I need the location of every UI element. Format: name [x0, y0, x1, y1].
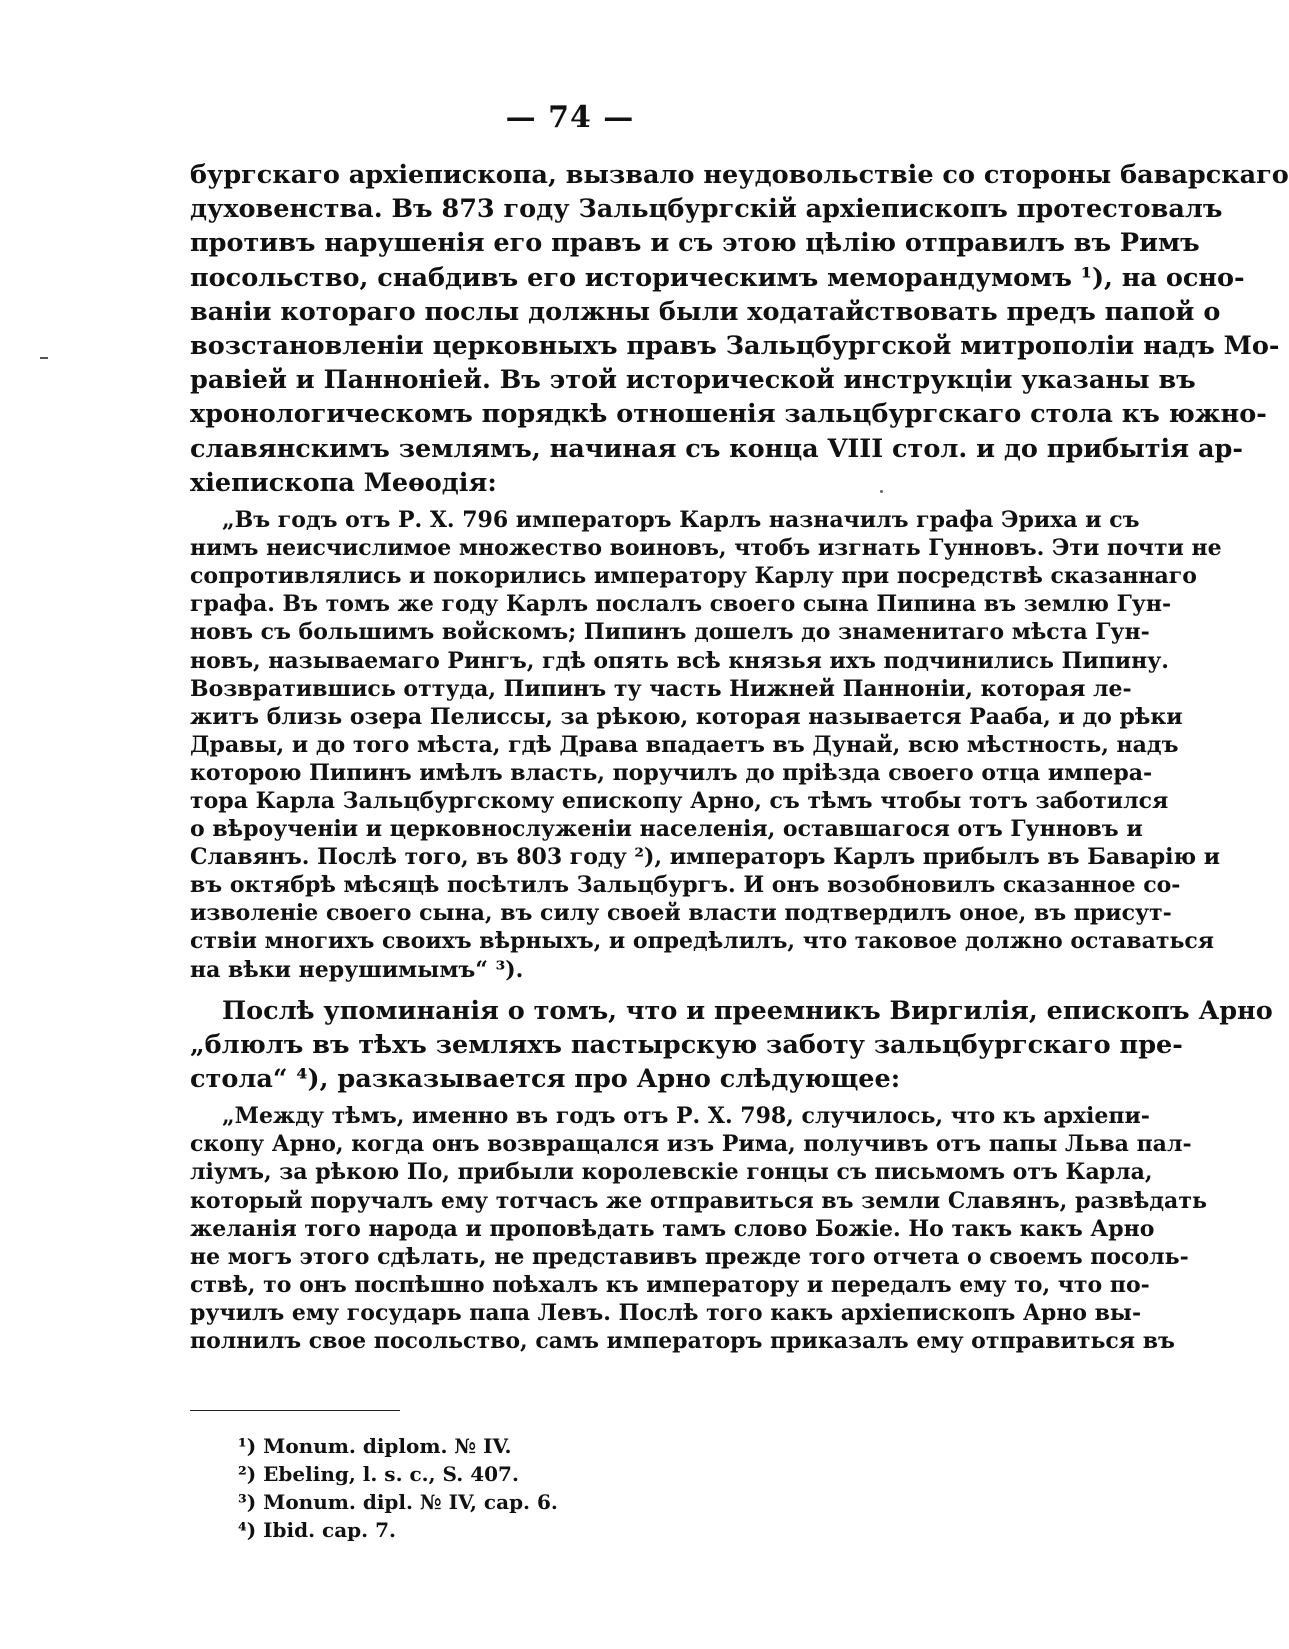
quote-line: ствѣ, то онъ поспѣшно поѣхалъ къ императору и передалъ ему то, что по- — [190, 1271, 1150, 1298]
quote-line: „Между тѣмъ, именно въ годъ отъ Р. Х. 798, случилось, что къ архіепи- — [222, 1103, 1150, 1130]
quote-line: ліумъ, за рѣкою По, прибыли королевскіе гонцы съ письмомъ отъ Карла, — [190, 1159, 1153, 1186]
quote-line: въ октябрѣ мѣсяцѣ посѣтилъ Зальцбургъ. И онъ возобновилъ сказанное со- — [190, 872, 1181, 899]
text-line: равіей и Паннoніей. Въ этой исторической инструкціи указаны въ — [190, 365, 1196, 396]
quote-line: тора Карла Зальцбургскому епископу Арно, съ тѣмъ чтобы тотъ заботился — [190, 787, 1169, 814]
quote-line: Дравы, и до того мѣста, гдѣ Драва впадаетъ въ Дунай, всю мѣстность, надъ — [190, 731, 1179, 758]
footnote-rule — [190, 1410, 400, 1411]
quote-line: ствіи многихъ своихъ вѣрныхъ, и опредѣлилъ, что таковое должно оставаться — [190, 928, 1215, 955]
text-line: славянскимъ землямъ, начиная съ конца VIII стол. и до прибытія ар- — [190, 433, 1243, 464]
text-line: духовенства. Въ 873 году Зальцбургскій архіепископъ протестовалъ — [190, 194, 1223, 225]
paragraph-2 — [190, 994, 1273, 1097]
quote-line: графа. Въ томъ же году Карлъ послалъ своего сына Пипина въ землю Гун- — [190, 591, 1172, 618]
quote-line: скопу Арно, когда онъ возвращался изъ Рима, получивъ отъ папы Льва пал- — [190, 1131, 1192, 1158]
text-line: возстановленіи церковныхъ правъ Зальцбургской митрополіи надъ Мо- — [190, 331, 1280, 362]
quote-1 — [190, 506, 1222, 984]
quote-line: новъ съ большимъ войскомъ; Пипинъ дошелъ до знаменитаго мѣста Гун- — [190, 619, 1150, 646]
text-line: посольство, снабдивъ его историческимъ меморандумомъ ¹), на осно- — [190, 262, 1245, 293]
text-line: хронологическомъ порядкѣ отношенія зальцбургскаго стола къ южно- — [190, 399, 1267, 430]
quote-line: Возвратившись оттуда, Пипинъ ту часть Нижней Панноніи, которая ле- — [190, 675, 1132, 702]
quote-line: о вѣроученіи и церковнослуженіи населенія, оставшагося отъ Гунновъ и — [190, 816, 1143, 843]
quote-line: который поручалъ ему тотчасъ же отправиться въ земли Славянъ, развѣдать — [190, 1187, 1207, 1214]
quote-line: Славянъ. Послѣ того, въ 803 году ²), императоръ Карлъ прибылъ въ Баварію и — [190, 844, 1221, 871]
footnote-3: ³) Monum. dipl. № IV, cap. 6. — [238, 1490, 558, 1514]
quote-line: полнилъ свое посольство, самъ императоръ приказалъ ему отправиться въ — [190, 1327, 1175, 1354]
footnote-1: ¹) Monum. diplom. № IV. — [238, 1434, 512, 1458]
text-line: „блюлъ въ тѣхъ земляхъ пастырскую заботу зальцбургскаго пре- — [190, 1029, 1183, 1060]
quote-line: сопротивлялись и покорились императору Карлу при посредствѣ сказаннаго — [190, 563, 1197, 590]
quote-line: „Въ годъ отъ Р. Х. 796 императоръ Карлъ назначилъ графа Эриха и съ — [222, 507, 1140, 534]
quote-line: ручилъ ему государь папа Левъ. Послѣ того какъ архіепископъ Арно вы- — [190, 1299, 1142, 1326]
margin-mark — [40, 357, 48, 359]
footnote-2: ²) Ebeling, l. s. c., S. 407. — [238, 1462, 519, 1486]
quote-line: не могъ этого сдѣлать, не представивъ прежде того отчета о своемъ посоль- — [190, 1243, 1189, 1270]
quote-line: новъ, называемаго Рингъ, гдѣ опять всѣ князья ихъ подчинились Пипину. — [190, 647, 1169, 674]
text-line: хіепископа Меѳодія: — [190, 467, 497, 498]
quote-line: желанія того народа и проповѣдать тамъ слово Божіе. Но такъ какъ Арно — [190, 1215, 1155, 1242]
main-text — [190, 158, 1289, 1355]
quote-line: которою Пипинъ имѣлъ власть, поручилъ до пріѣзда своего отца импера- — [190, 759, 1153, 786]
text-line: Послѣ упоминанія о томъ, что и преемникъ Виргилія, епископъ Арно — [222, 995, 1273, 1026]
quote-line: нимъ неисчислимое множество воиновъ, чтобъ изгнать Гунновъ. Эти почти не — [190, 535, 1222, 562]
text-line: противъ нарушенія его правъ и съ этою цѣлію отправилъ въ Римъ — [190, 228, 1200, 259]
quote-line: житъ близь озера Пелиссы, за рѣкою, которая называется Рааба, и до рѣки — [190, 703, 1183, 730]
paragraph-1 — [190, 158, 1289, 500]
text-line: бургскаго архіепископа, вызвало неудовольствіе со стороны баварскаго — [190, 160, 1289, 190]
quote-line: на вѣки нерушимымъ“ ³). — [190, 956, 524, 983]
footnotes — [238, 1432, 558, 1544]
page-number: — 74 — — [505, 100, 635, 135]
footnote-4: ⁴) Ibid. cap. 7. — [238, 1518, 396, 1542]
text-line: ваніи котораго послы должны были ходатайствовать предъ папой о — [190, 296, 1221, 327]
quote-2 — [190, 1102, 1207, 1355]
quote-line: изволеніе своего сына, въ силу своей власти подтвердилъ оное, въ присут- — [190, 900, 1172, 927]
text-line: стола“ ⁴), разказывается про Арно слѣдующее: — [190, 1064, 901, 1095]
